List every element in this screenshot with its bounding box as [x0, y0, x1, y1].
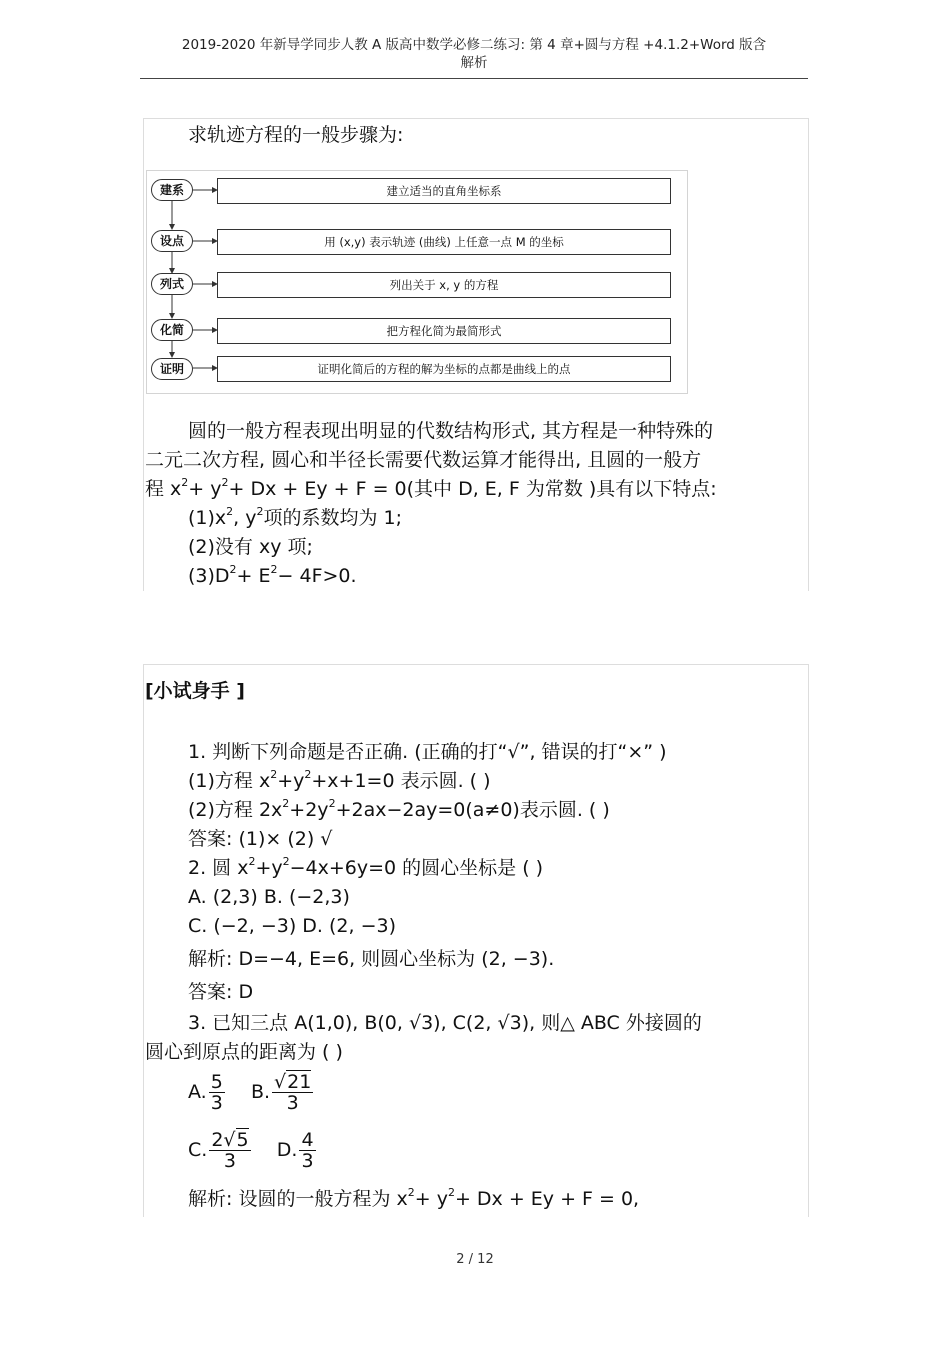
para-line-1: 圆的一般方程表现出明显的代数结构形式, 其方程是一种特殊的: [188, 420, 714, 442]
header-divider: [140, 78, 808, 79]
question-2-answer: 答案: D: [188, 981, 254, 1003]
option-b-fraction: $\frac{√21}{3}$: [274, 1071, 312, 1114]
question-1-answer: 答案: (1)× (2) √: [188, 828, 333, 850]
step-tag-1: 建系: [151, 179, 193, 201]
question-2: 2. 圆 $x^2+y^2-4x+6y=0$ 的圆心坐标是 ( ): [188, 855, 544, 879]
question-2-solution: 解析: D=−4, E=6, 则圆心坐标为 (2, −3).: [188, 948, 555, 970]
header-title-line1: 2019-2020 年新导学同步人教 A 版高中数学必修二练习: 第 4 章+圆与方程 +4.1.2+Word 版含: [181, 37, 767, 53]
question-3-line-2: 圆心到原点的距离为 ( ): [145, 1041, 343, 1063]
step-tag-4: 化简: [151, 319, 193, 341]
step-tag-2: 设点: [151, 230, 193, 252]
question-1: 1. 判断下列命题是否正确. (正确的打“√”, 错误的打“×” ): [188, 741, 667, 763]
step-box-5: 证明化简后的方程的解为坐标的点都是曲线上的点: [217, 356, 671, 382]
page-header: [140, 36, 808, 72]
feature-1: $(1)x^2$, $y^2$项的系数均为 1;: [188, 505, 403, 529]
step-box-4: 把方程化简为最简形式: [217, 318, 671, 344]
question-2-options-cd: C. (−2, −3) D. (2, −3): [188, 915, 397, 937]
trajectory-flowchart: [146, 170, 688, 394]
step-box-2: 用 (x,y) 表示轨迹 (曲线) 上任意一点 M 的坐标: [217, 229, 671, 255]
header-title-line2: 解析: [460, 55, 488, 71]
question-2-options-ab: A. (2,3) B. (−2,3): [188, 886, 350, 908]
question-1-item-2: (2)方程 $2x^2+2y^2+2ax-2ay=0(a\ne 0)$表示圆. ( ): [188, 797, 610, 821]
para-line-3: 程 $x^2+ y^2+ Dx + Ey + F = 0$(其中 D, E, F 为常数 )具有以下特点:: [145, 476, 717, 500]
step-box-3: 列出关于 x, y 的方程: [217, 272, 671, 298]
question-3-solution: 解析: 设圆的一般方程为 $x^2+ y^2+ Dx + Ey + F = 0$,: [188, 1186, 640, 1210]
steps-intro: 求轨迹方程的一般步骤为:: [188, 124, 404, 146]
option-c-fraction: $\frac{2√5}{3}$: [211, 1129, 249, 1172]
page-number: 2 / 12: [456, 1252, 494, 1267]
question-1-item-1: (1)方程 $x^2+y^2+x+1=0$ 表示圆. ( ): [188, 768, 491, 792]
step-box-1: 建立适当的直角坐标系: [217, 178, 671, 204]
question-3-options-cd: C. $\frac{2√5}{3}$ D. $\frac{4}{3}$: [188, 1129, 314, 1172]
section-heading: [小试身手 ]: [145, 680, 245, 702]
step-tag-3: 列式: [151, 273, 193, 295]
option-d-fraction: $\frac{4}{3}$: [301, 1129, 314, 1172]
feature-2: (2)没有 xy 项;: [188, 536, 313, 558]
question-3: 3. 已知三点 A(1,0), B(0, √3), C(2, √3), 则△ ABC 外接圆的: [188, 1012, 702, 1034]
step-tag-5: 证明: [151, 358, 193, 380]
option-a-fraction: $\frac{5}{3}$: [210, 1071, 223, 1114]
para-line-2: 二元二次方程, 圆心和半径长需要代数运算才能得出, 且圆的一般方: [145, 449, 702, 471]
feature-3: $(3)D^2+ E^2- 4F>0$.: [188, 563, 357, 587]
question-3-options-ab: A. $\frac{5}{3}$ B. $\frac{√21}{3}$: [188, 1071, 312, 1114]
